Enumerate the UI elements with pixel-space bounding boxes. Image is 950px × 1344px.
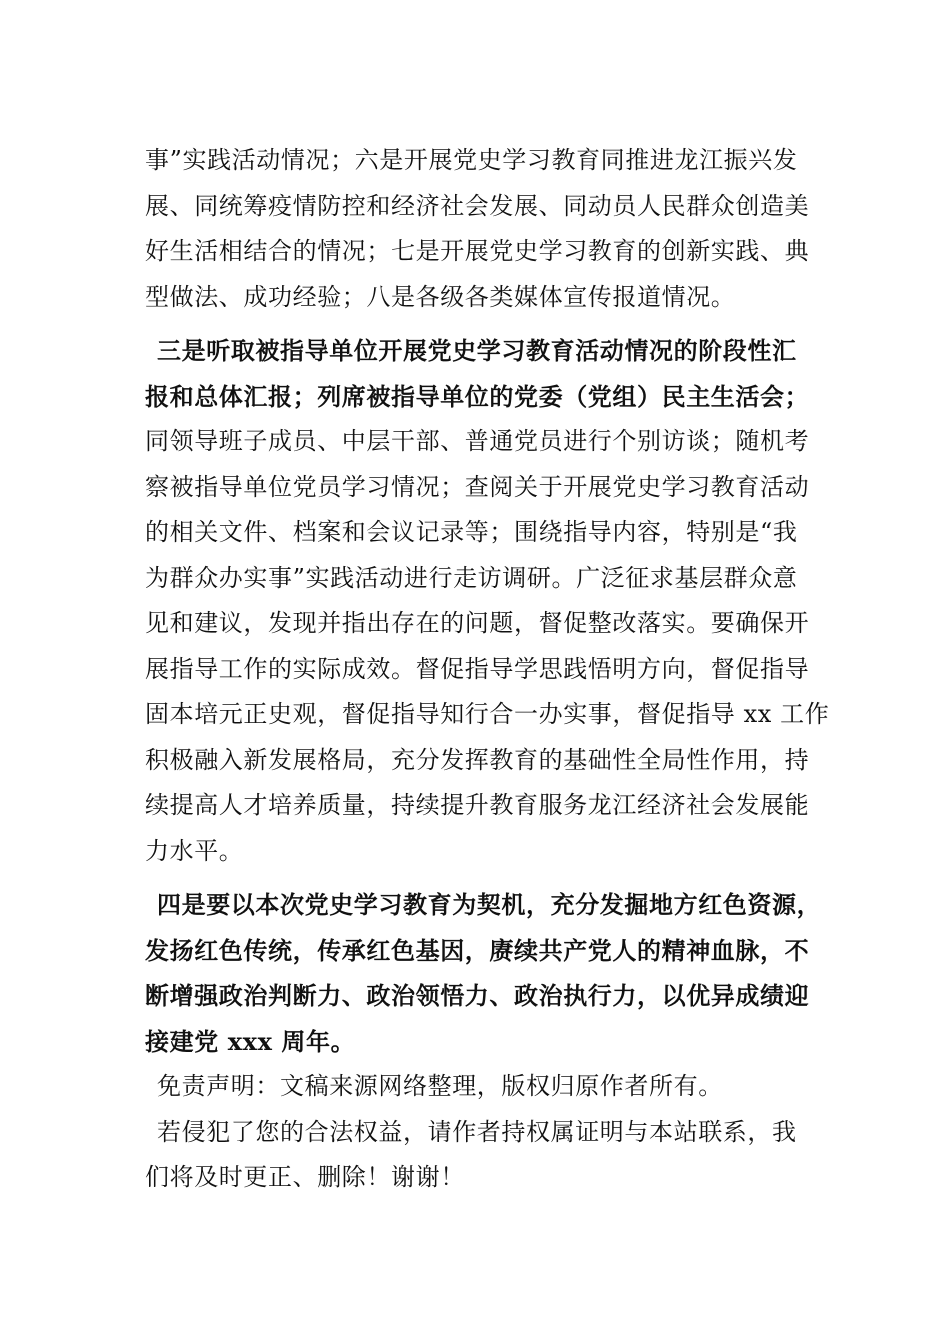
- copyright-contact-notice: [145, 1110, 830, 1201]
- text-line: 好生活相结合的情况；七是开展党史学习教育的创新实践、典: [145, 237, 810, 265]
- text-line: 见和建议，发现并指出存在的问题，督促整改落实。要确保开: [145, 609, 810, 637]
- text-line: 积极融入新发展格局，充分发挥教育的基础性全局性作用，持: [145, 745, 810, 774]
- text-line: 力水平。: [145, 836, 244, 865]
- text-line: 展指导工作的实际成效。督促指导学思践悟明方向，督促指导: [145, 654, 810, 683]
- text-line: 的相关文件、档案和会议记录等；围绕指导内容，特别是“我: [145, 518, 798, 546]
- document-body: [145, 138, 830, 1201]
- text-line: 续提高人才培养质量，持续提升教育服务龙江经济社会发展能: [145, 791, 810, 819]
- paragraph-activity-items: [145, 138, 830, 320]
- disclaimer-notice: [145, 1064, 830, 1110]
- text-line: 接建党 xxx 周年。: [145, 1026, 356, 1056]
- text-line: 三是听取被指导单位开展党史学习教育活动情况的阶段性汇: [157, 336, 797, 365]
- text-line: 四是要以本次党史学习教育为契机，充分发掘地方红色资源，: [157, 890, 822, 919]
- text-line: 固本培元正史观，督促指导知行合一办实事，督促指导 xx 工作: [145, 700, 830, 728]
- text-line: 同领导班子成员、中层干部、普通党员进行个别访谈；随机考: [145, 427, 810, 455]
- text-line: 察被指导单位党员学习情况；查阅关于开展党史学习教育活动: [145, 472, 810, 501]
- text-line: 断增强政治判断力、政治领悟力、政治执行力，以优异成绩迎: [145, 981, 810, 1010]
- text-line: 若侵犯了您的合法权益，请作者持权属证明与本站联系，我: [157, 1117, 797, 1146]
- paragraph-point-three: [145, 328, 830, 874]
- text-line: 型做法、成功经验；八是各级各类媒体宣传报道情况。: [145, 282, 736, 311]
- text-line: 展、同统筹疫情防控和经济社会发展、同动员人民群众创造美: [145, 191, 810, 220]
- text-line: 发扬红色传统，传承红色基因，赓续共产党人的精神血脉，不: [145, 935, 810, 965]
- text-line: 们将及时更正、删除！谢谢！: [145, 1163, 465, 1191]
- text-line: 报和总体汇报；列席被指导单位的党委（党组）民主生活会；: [145, 381, 810, 411]
- text-line: 事”实践活动情况；六是开展党史学习教育同推进龙江振兴发: [145, 146, 798, 174]
- paragraph-point-four: [145, 882, 830, 1064]
- text-line: 免责声明：文稿来源网络整理，版权归原作者所有。: [157, 1072, 723, 1100]
- text-line: 为群众办实事”实践活动进行走访调研。广泛征求基层群众意: [145, 563, 798, 592]
